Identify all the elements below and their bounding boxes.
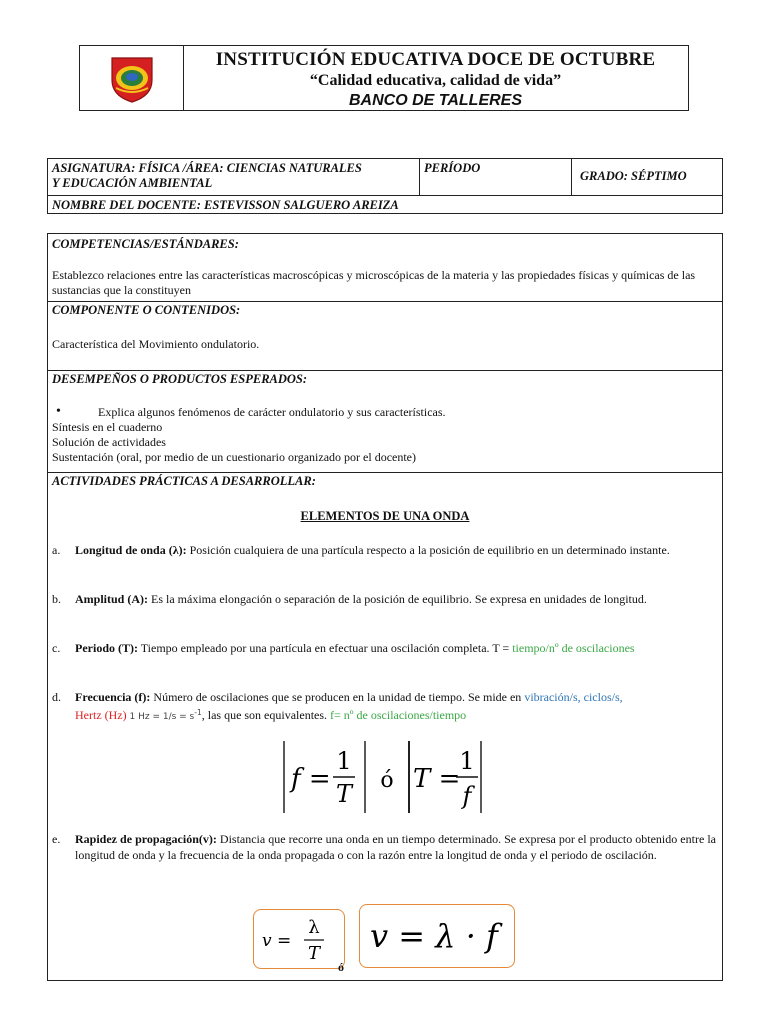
speed-ratio-formula — [253, 909, 345, 969]
component-text: Característica del Movimiento ondulatorio. — [52, 337, 260, 351]
workshop-body — [47, 233, 723, 981]
competencies-text: Establezco relaciones entre las características macroscópicas y microscópicas de la materia y las propiedades físicas y químicas de las sustancias que la constituyen — [52, 268, 696, 297]
speed-product-formula — [359, 904, 515, 968]
period-cell: PERÍODO — [420, 159, 572, 196]
performance-bullet-text: Explica algunos fenómenos de carácter ondulatorio y sus características. — [98, 405, 446, 419]
institution-shield-logo — [108, 54, 156, 104]
activities-title: ACTIVIDADES PRÁCTICAS A DESARROLLAR: — [52, 474, 316, 488]
item-text: , las que son equivalentes. — [201, 708, 331, 722]
list-item: Sustentación (oral, por medio de un cuestionario organizado por el docente) — [52, 450, 416, 464]
course-info-table — [47, 158, 723, 214]
element-item-b — [52, 591, 716, 607]
item-text: Tiempo empleado por una partícula en efectuar una oscilación completa. T = — [137, 641, 513, 655]
item-hertz-text: Hertz (Hz) — [75, 708, 127, 722]
element-item-e — [52, 831, 716, 863]
formula-or: ó — [380, 768, 394, 793]
item-marker: c. — [52, 641, 61, 655]
subject-cell — [48, 159, 420, 196]
divider — [48, 370, 722, 371]
item-text: Posición cualquiera de una partícula respecto a la posición de equilibrio en un determinado instante. — [186, 543, 670, 557]
formula-f-lhs: f = — [291, 764, 331, 794]
item-term: Longitud de onda (λ): — [75, 543, 187, 557]
item-marker: d. — [52, 690, 61, 704]
institution-slogan: “Calidad educativa, calidad de vida” — [309, 72, 562, 89]
logo-cell — [80, 46, 184, 110]
item-text: Distancia que recorre una onda en un tiempo determinado. Se expresa por el producto obtenido entre la longitud de onda y la frecuencia de la onda propagada o con la razón entre la longitud de onda y el periodo de oscilación. — [75, 832, 716, 862]
formula-denominator: f — [462, 782, 472, 810]
list-item — [52, 405, 716, 420]
element-item-c — [52, 640, 716, 656]
hertz-equivalence: 1 $Hz = 1/s = s^{-1}$ — [126, 708, 202, 722]
item-text: Es la máxima elongación o separación de la posición de equilibrio. Se expresa en unidades de longitud. — [148, 592, 647, 606]
subject-line-2: Y EDUCACIÓN AMBIENTAL — [52, 176, 213, 190]
institution-name: INSTITUCIÓN EDUCATIVA DOCE DE OCTUBRE — [215, 49, 656, 70]
formula-denominator: T — [335, 780, 353, 808]
workshop-bank-title: BANCO DE TALLERES — [348, 92, 523, 109]
list-item: Síntesis en el cuaderno — [52, 420, 163, 434]
item-formula-text: f= nº de oscilaciones/tiempo — [330, 708, 467, 722]
wave-elements-title: ELEMENTOS DE UNA ONDA — [300, 509, 470, 523]
formula-numerator: 1 — [459, 747, 475, 775]
formula-or-below: ó — [338, 960, 344, 974]
item-marker: b. — [52, 592, 61, 606]
formula-v-product: v = λ · f — [370, 917, 498, 955]
frequency-period-formula — [283, 739, 483, 815]
element-item-d — [52, 689, 716, 725]
item-term: Frecuencia (f): — [75, 690, 151, 704]
formula-numerator: 1 — [336, 747, 352, 775]
teacher-cell: NOMBRE DEL DOCENTE: ESTEVISSON SALGUERO AREIZA — [52, 198, 399, 212]
bullet-icon: • — [56, 404, 61, 419]
formula-denominator: T — [307, 943, 321, 964]
formula-graphic — [360, 905, 513, 966]
institution-header — [79, 45, 689, 111]
element-item-a — [52, 542, 716, 558]
grade-cell: GRADO: SÉPTIMO — [572, 159, 722, 196]
divider — [48, 472, 722, 473]
divider — [48, 301, 722, 302]
performance-title: DESEMPEÑOS O PRODUCTOS ESPERADOS: — [52, 372, 308, 386]
formula-v-lhs: v = — [262, 931, 292, 951]
formula-graphic — [283, 739, 483, 815]
component-title: COMPONENTE O CONTENIDOS: — [52, 303, 241, 317]
item-formula-text: tiempo/nº de oscilaciones — [512, 641, 635, 655]
formula-T-lhs: T = — [413, 764, 461, 794]
performance-list — [52, 405, 716, 465]
formula-numerator: λ — [308, 917, 320, 938]
item-text: Número de oscilaciones que se producen en la unidad de tiempo. Se mide en — [150, 690, 525, 704]
subject-line-1: ASIGNATURA: FÍSICA /ÁREA: CIENCIAS NATURALES — [52, 161, 362, 175]
competencies-title: COMPETENCIAS/ESTÁNDARES: — [52, 237, 239, 251]
item-term: Periodo (T): — [75, 641, 138, 655]
item-marker: e. — [52, 832, 61, 846]
item-term: Rapidez de propagación(v): — [75, 832, 217, 846]
item-term: Amplitud (A): — [75, 592, 149, 606]
formula-graphic — [254, 910, 343, 967]
list-item: Solución de actividades — [52, 435, 166, 449]
item-units-text: vibración/s, ciclos/s, — [524, 690, 623, 704]
item-marker: a. — [52, 543, 61, 557]
